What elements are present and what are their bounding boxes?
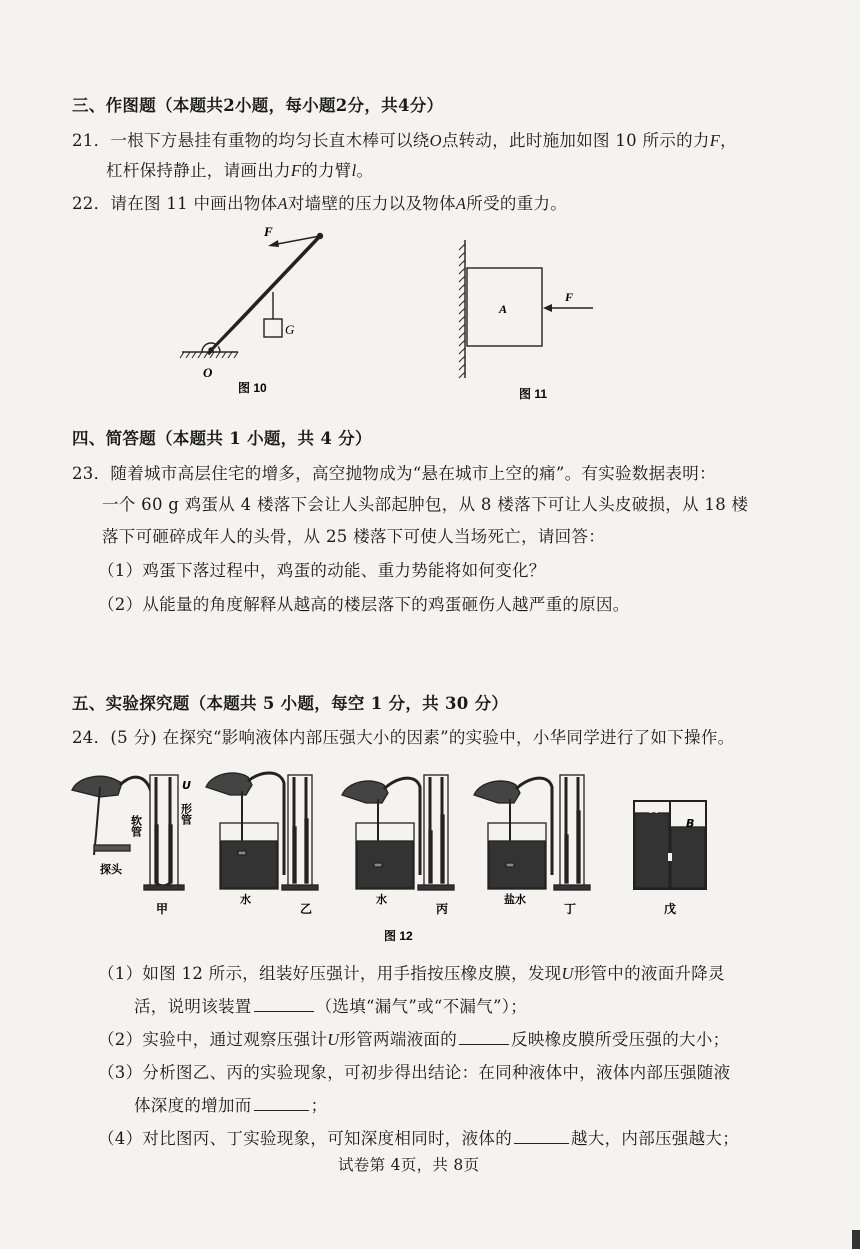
question-24-sub-3-line-1: （3）分析图乙、丙的实验现象，可初步得出结论：在同种液体中，液体内部压强随液 xyxy=(98,1063,731,1082)
sub-label-wu: 戊 xyxy=(664,902,677,916)
sub-label-yi: 乙 xyxy=(300,902,313,916)
section-5-header: 五、实验探究题（本题共 5 小题，每空 1 分，共 30 分） xyxy=(72,694,509,713)
section-3-header: 三、作图题（本题共2小题，每小题2分，共4分） xyxy=(72,96,444,115)
figure-11-block-wall xyxy=(455,238,615,403)
setup-jia xyxy=(72,775,184,890)
fig12-caption: 图 12 xyxy=(384,929,413,943)
question-24-sub-1-line-1: （1）如图 12 所示，组装好压强计，用手指按压橡皮膜，发现U形管中的液面升降灵 xyxy=(98,964,725,983)
page-footer: 试卷第 4页，共 8页 xyxy=(338,1156,480,1174)
answer-blank-1[interactable] xyxy=(254,997,314,1012)
setup-wu xyxy=(634,801,706,889)
fig10-label-F: F xyxy=(264,224,273,239)
fig11-label-A: A xyxy=(499,302,508,316)
answer-blank-3[interactable] xyxy=(254,1096,309,1111)
label-ruanguan: 软管 xyxy=(129,815,143,837)
question-23-line-1: 23．随着城市高层住宅的增多，高空抛物成为“悬在城市上空的痛”。有实验数据表明： xyxy=(72,464,716,483)
fig10-label-O: O xyxy=(203,365,213,380)
question-23-line-2: 一个 60 g 鸡蛋从 4 楼落下会让人头部起肿包，从 8 楼落下可让人头皮破损，从 18 楼 xyxy=(102,495,749,514)
answer-blank-4[interactable] xyxy=(514,1129,569,1144)
label-xingguan: 形管 xyxy=(179,803,193,825)
question-22: 22．请在图 11 中画出物体A对墙壁的压力以及物体A所受的重力。 xyxy=(72,194,568,213)
question-24-sub-3-line-2: 体深度的增加而 ； xyxy=(134,1096,328,1115)
sub-label-jia: 甲 xyxy=(156,902,169,916)
label-shui-1: 水 xyxy=(240,893,251,906)
sub-label-bing: 丙 xyxy=(436,902,449,916)
fig11-label-F: F xyxy=(565,290,574,304)
figure-12-pressure-gauge xyxy=(60,765,740,945)
question-21-line-1: 21．一根下方悬挂有重物的均匀长直木棒可以绕O点转动，此时施加如图 10 所示的力F， xyxy=(72,131,737,150)
section-4-header: 四、简答题（本题共 1 小题，共 4 分） xyxy=(72,429,372,448)
label-U: U xyxy=(182,779,191,792)
label-yanshui: 盐水 xyxy=(504,893,526,906)
label-A: A xyxy=(650,803,659,816)
fig11-caption: 图 11 xyxy=(519,387,548,401)
question-23-line-3: 落下可砸碎成年人的头骨，从 25 楼落下可使人当场死亡，请回答： xyxy=(102,527,606,546)
question-21-line-2: 杠杆保持静止，请画出力F的力臂l。 xyxy=(106,161,374,180)
question-24-intro: 24．(5 分) 在探究“影响液体内部压强大小的因素”的实验中，小华同学进行了如下操作。 xyxy=(72,728,735,747)
label-tantou: 探头 xyxy=(100,863,122,876)
question-24-sub-4: （4）对比图丙、丁实验现象，可知深度相同时，液体的 越大，内部压强越大； xyxy=(98,1129,739,1148)
label-B: B xyxy=(686,817,695,830)
fig10-caption: 图 10 xyxy=(238,381,267,395)
question-23-sub-1: （1）鸡蛋下落过程中，鸡蛋的动能、重力势能将如何变化？ xyxy=(98,561,546,580)
setup-yi xyxy=(206,773,318,890)
sub-label-ding: 丁 xyxy=(564,902,577,916)
question-24-sub-2: （2）实验中，通过观察压强计U形管两端液面的 反映橡皮膜所受压强的大小； xyxy=(98,1030,730,1049)
setup-bing xyxy=(342,775,454,890)
figure-10-lever xyxy=(170,222,340,402)
fig10-label-G: G xyxy=(285,322,295,337)
scan-edge-mark xyxy=(852,1230,860,1249)
label-shui-2: 水 xyxy=(376,893,387,906)
question-23-sub-2: （2）从能量的角度解释从越高的楼层落下的鸡蛋砸伤人越严重的原因。 xyxy=(98,595,630,614)
question-24-sub-1-line-2: 活，说明该装置 （选填“漏气”或“不漏气”）； xyxy=(134,997,528,1016)
setup-ding xyxy=(474,775,590,890)
answer-blank-2[interactable] xyxy=(459,1030,509,1045)
